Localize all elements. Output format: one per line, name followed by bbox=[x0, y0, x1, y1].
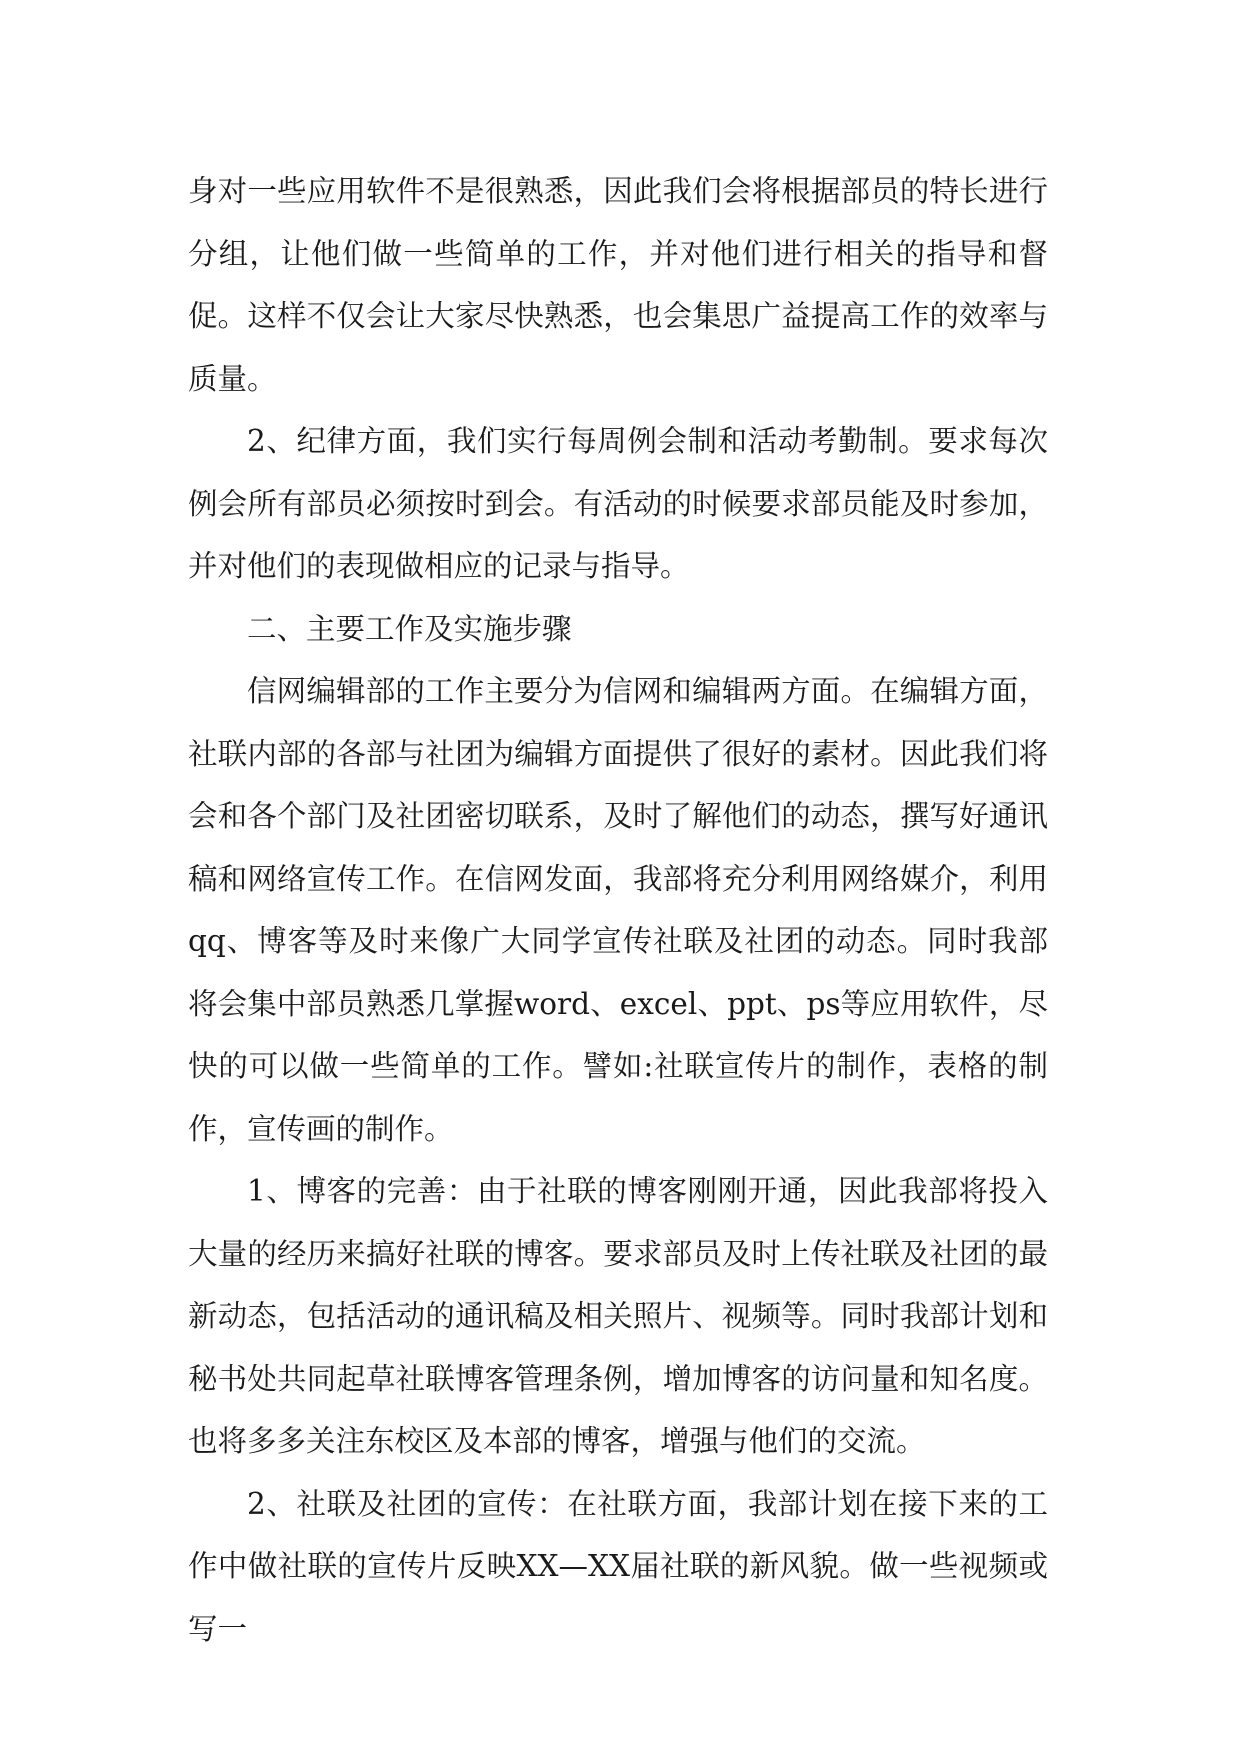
paragraph-continuation: 身对一些应用软件不是很熟悉，因此我们会将根据部员的特长进行分组，让他们做一些简单的工作，并对他们进行相关的指导和督促。这样不仅会让大家尽快熟悉，也会集思广益提高工作的效率与质量。 bbox=[188, 174, 1048, 396]
paragraph-discipline: 2、纪律方面，我们实行每周例会制和活动考勤制。要求每次例会所有部员必须按时到会。有活动的时候要求部员能及时参加，并对他们的表现做相应的记录与指导。 bbox=[188, 424, 1048, 583]
section-heading-main-work: 二、主要工作及实施步骤 bbox=[247, 611, 572, 646]
paragraph-promotion: 2、社联及社团的宣传：在社联方面，我部计划在接下来的工作中做社联的宣传片反映XX—XX届社联的新风貌。做一些视频或写一 bbox=[188, 1486, 1048, 1646]
paragraph-overview: 信网编辑部的工作主要分为信网和编辑两方面。在编辑方面，社联内部的各部与社团为编辑方面提供了很好的素材。因此我们将会和各个部门及社团密切联系，及时了解他们的动态，撰写好通讯稿和网络宣传工作。在信网发面，我部将充分利用网络媒介，利用qq、博客等及时来像广大同学宣传社联及社团的动态。同时我部将会集中部员熟悉几掌握word、excel、ppt、ps等应用软件，尽快的可以做一些简单的工作。譬如:社联宣传片的制作，表格的制作，宣传画的制作。 bbox=[188, 674, 1048, 1146]
paragraph-blog: 1、博客的完善：由于社联的博客刚刚开通，因此我部将投入大量的经历来搞好社联的博客。要求部员及时上传社联及社团的最新动态，包括活动的通讯稿及相关照片、视频等。同时我部计划和秘书处共同起草社联博客管理条例，增加博客的访问量和知名度。也将多多关注东校区及本部的博客，增强与他们的交流。 bbox=[188, 1174, 1048, 1458]
document-body bbox=[188, 160, 1048, 1660]
